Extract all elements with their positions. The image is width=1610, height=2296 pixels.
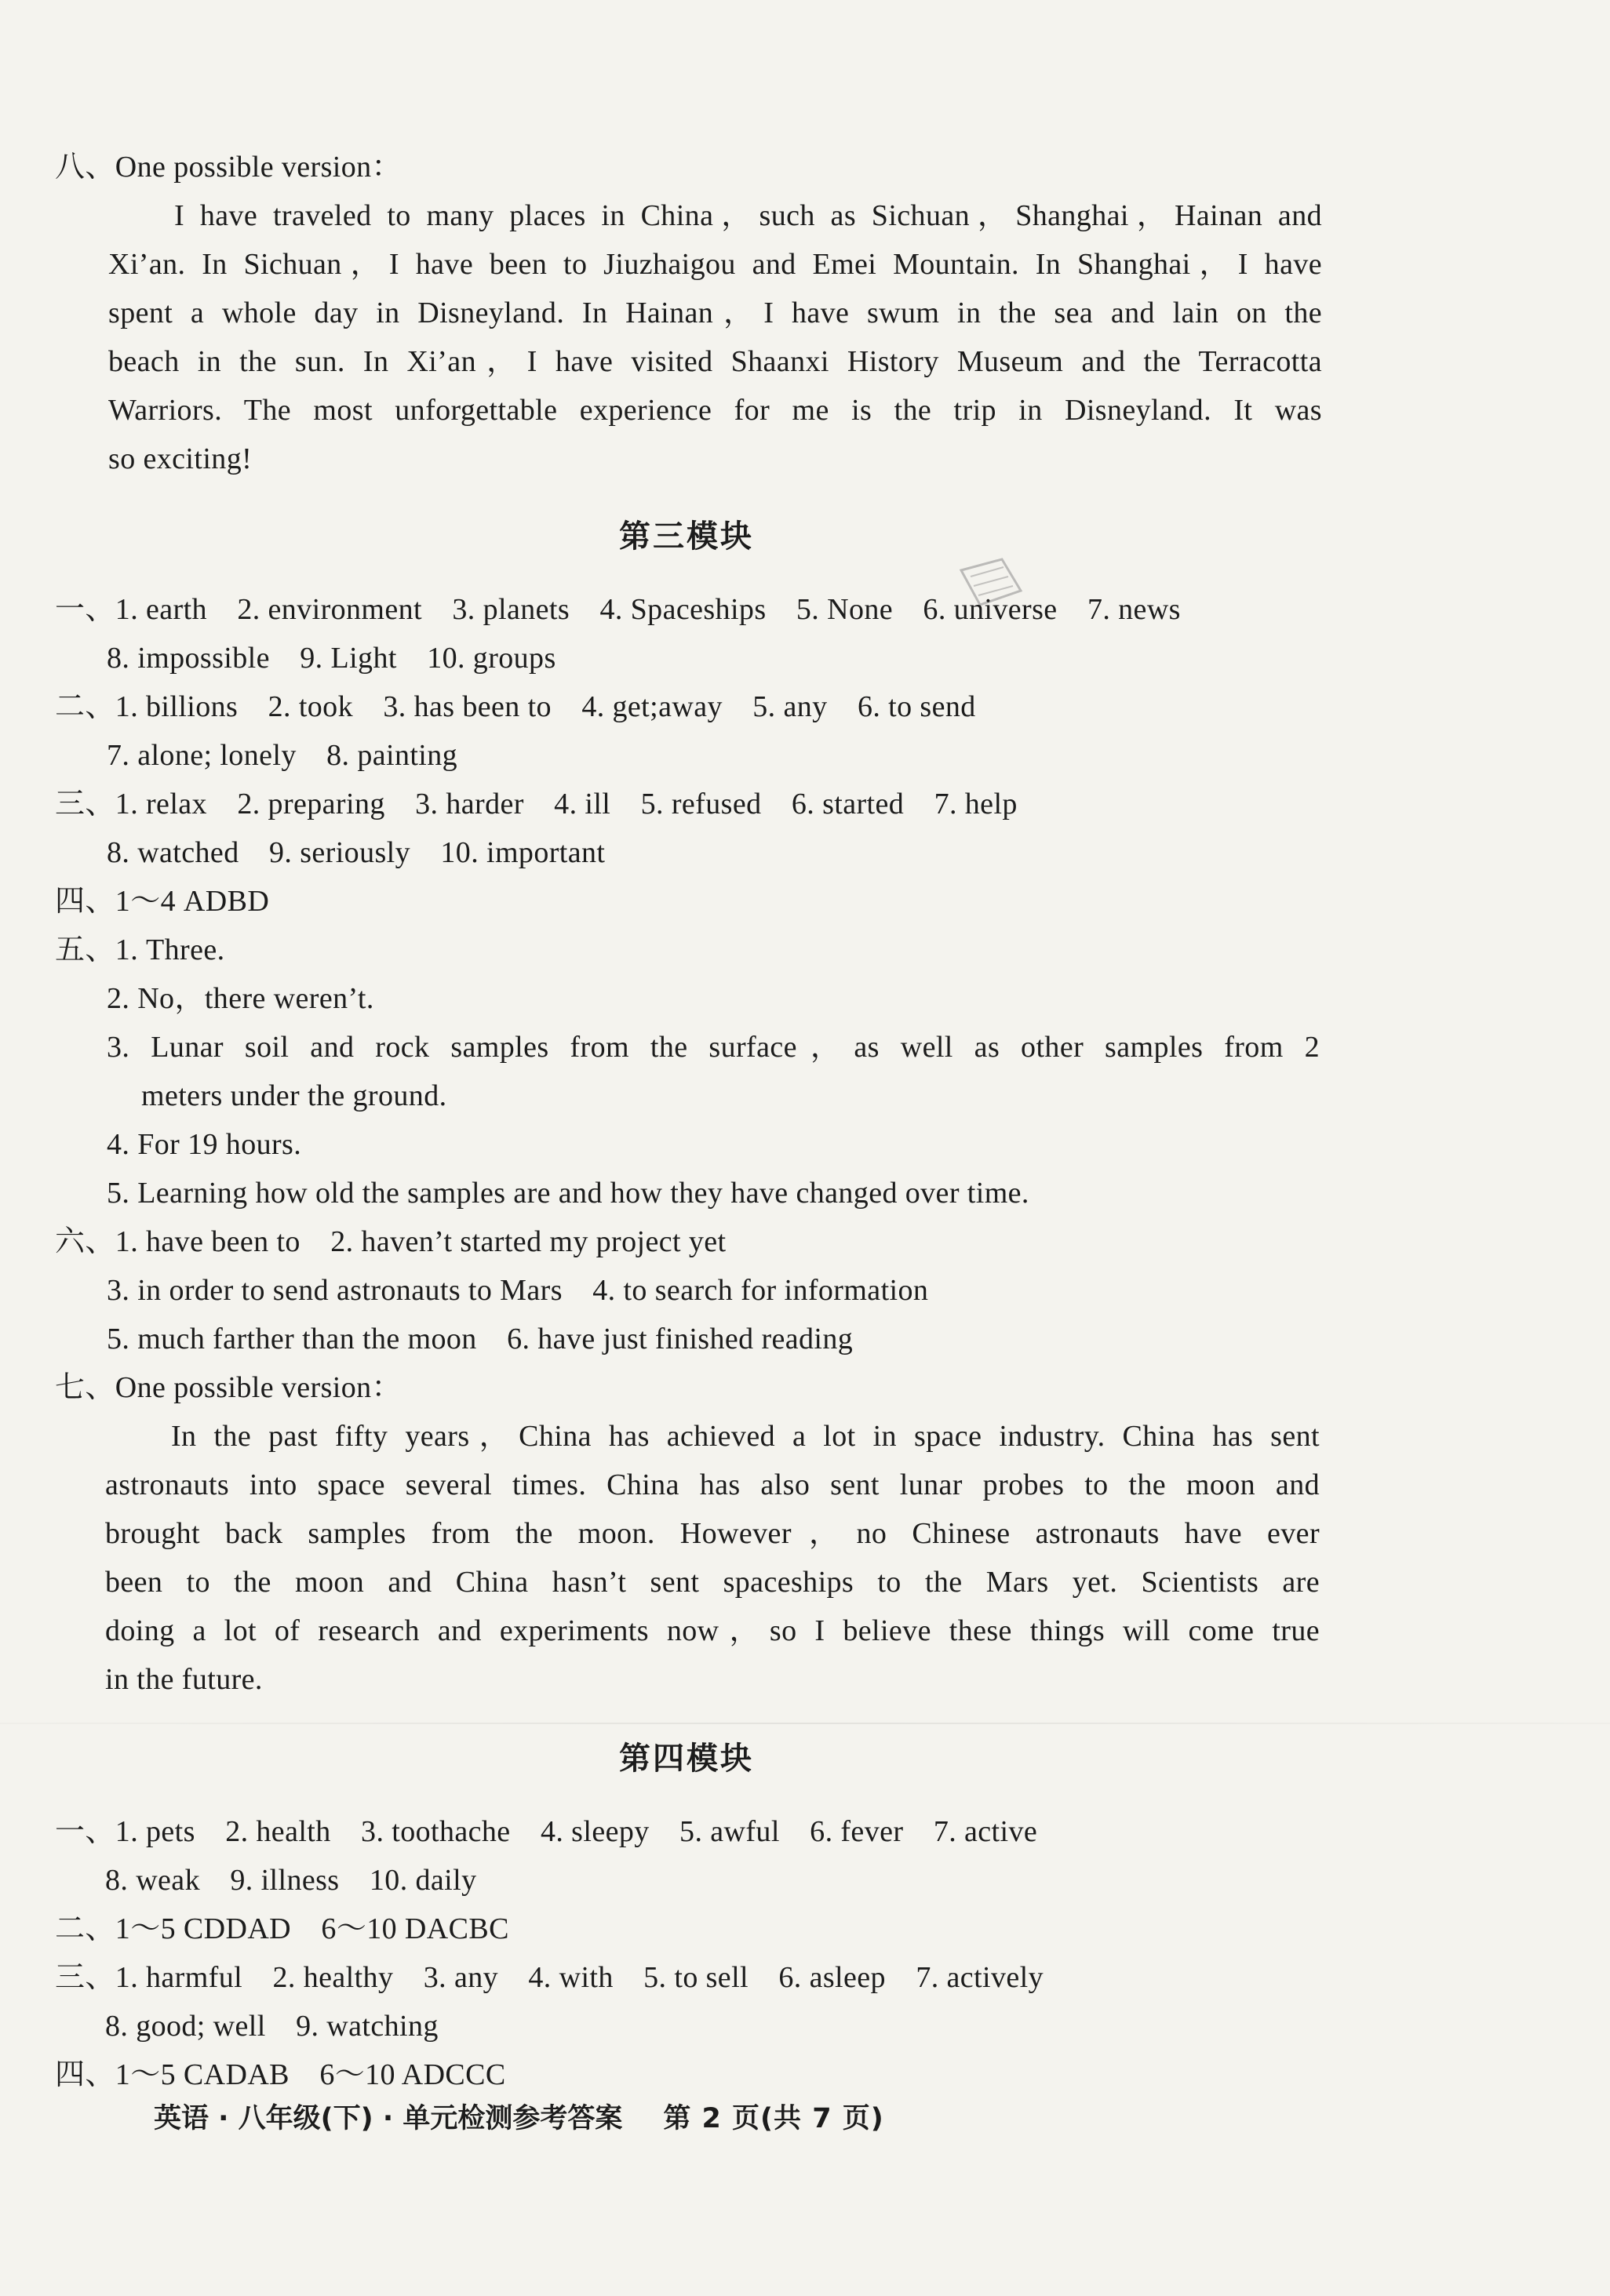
module-three-title: 第三模块 bbox=[619, 519, 754, 555]
section-seven-heading: 七、One possible version： bbox=[55, 1371, 402, 1404]
answer-line: 三、1. relax 2. preparing 3. harder 4. ill 5. refused 6. started 7. help bbox=[55, 788, 1018, 821]
footer-book-title: 英语 · 八年级(下) · 单元检测参考答案 bbox=[154, 2103, 623, 2134]
answer-line: 2. No，there weren’t. bbox=[107, 982, 374, 1015]
answer-line: 一、1. pets 2. health 3. toothache 4. sleepy 5. awful 6. fever 7. active bbox=[55, 1815, 1038, 1848]
answer-line: 8. watched 9. seriously 10. important bbox=[107, 836, 606, 869]
answer-line: 三、1. harmful 2. healthy 3. any 4. with 5. to sell 6. asleep 7. actively bbox=[55, 1961, 1044, 1994]
answer-line: 二、1～5 CDDAD 6～10 DACBC bbox=[55, 1912, 509, 1945]
essay-line: beach in the sun. In Xi’an，I have visited Shaanxi History Museum and the Terracotta bbox=[108, 345, 1322, 378]
essay-line: doing a lot of research and experiments now，so I believe these things will come true bbox=[105, 1614, 1320, 1647]
essay-line: in the future. bbox=[105, 1663, 263, 1696]
answer-line: meters under the ground. bbox=[141, 1079, 447, 1112]
answer-line: 5. Learning how old the samples are and how they have changed over time. bbox=[107, 1177, 1029, 1210]
essay-line: so exciting! bbox=[108, 442, 253, 475]
essay-line: brought back samples from the moon. However，no Chinese astronauts have ever bbox=[105, 1517, 1320, 1550]
answer-line: 7. alone; lonely 8. painting bbox=[107, 739, 458, 772]
page-crease bbox=[0, 1723, 1610, 1724]
answer-line: 3. Lunar soil and rock samples from the surface，as well as other samples from 2 bbox=[107, 1031, 1320, 1064]
answer-line: 六、1. have been to 2. haven’t started my project yet bbox=[55, 1225, 727, 1258]
answer-line: 一、1. earth 2. environment 3. planets 4. Spaceships 5. None 6. universe 7. news bbox=[55, 593, 1181, 626]
answer-line: 四、1～5 CADAB 6～10 ADCCC bbox=[55, 2058, 506, 2091]
section-eight-heading: 八、One possible version： bbox=[55, 151, 402, 184]
answer-line: 8. good; well 9. watching bbox=[105, 2010, 439, 2043]
footer-page-number: 第 2 页(共 7 页) bbox=[663, 2103, 884, 2134]
answer-line: 8. weak 9. illness 10. daily bbox=[105, 1864, 477, 1897]
answer-line: 8. impossible 9. Light 10. groups bbox=[107, 642, 556, 675]
essay-line: been to the moon and China hasn’t sent spaceships to the Mars yet. Scientists are bbox=[105, 1566, 1320, 1599]
essay-line: Xi’an. In Sichuan，I have been to Jiuzhaigou and Emei Mountain. In Shanghai，I have bbox=[108, 248, 1322, 281]
essay-line: spent a whole day in Disneyland. In Hainan，I have swum in the sea and lain on the bbox=[108, 297, 1322, 329]
answer-line: 3. in order to send astronauts to Mars 4. to search for information bbox=[107, 1274, 929, 1307]
module-four-title: 第四模块 bbox=[619, 1741, 754, 1777]
page-footer bbox=[154, 2099, 884, 2138]
answer-line: 5. much farther than the moon 6. have just finished reading bbox=[107, 1323, 854, 1355]
answer-line: 二、1. billions 2. took 3. has been to 4. get;away 5. any 6. to send bbox=[55, 690, 976, 723]
essay-line: astronauts into space several times. China has also sent lunar probes to the moon and bbox=[105, 1468, 1320, 1501]
essay-line: I have traveled to many places in China，such as Sichuan，Shanghai，Hainan and bbox=[174, 199, 1322, 232]
answer-line: 四、1～4 ADBD bbox=[55, 885, 270, 918]
answer-line: 五、1. Three. bbox=[55, 933, 225, 966]
essay-line: Warriors. The most unforgettable experience for me is the trip in Disneyland. It was bbox=[108, 394, 1322, 427]
answer-line: 4. For 19 hours. bbox=[107, 1128, 302, 1161]
essay-line: In the past fifty years，China has achieved a lot in space industry. China has sent bbox=[171, 1420, 1320, 1453]
